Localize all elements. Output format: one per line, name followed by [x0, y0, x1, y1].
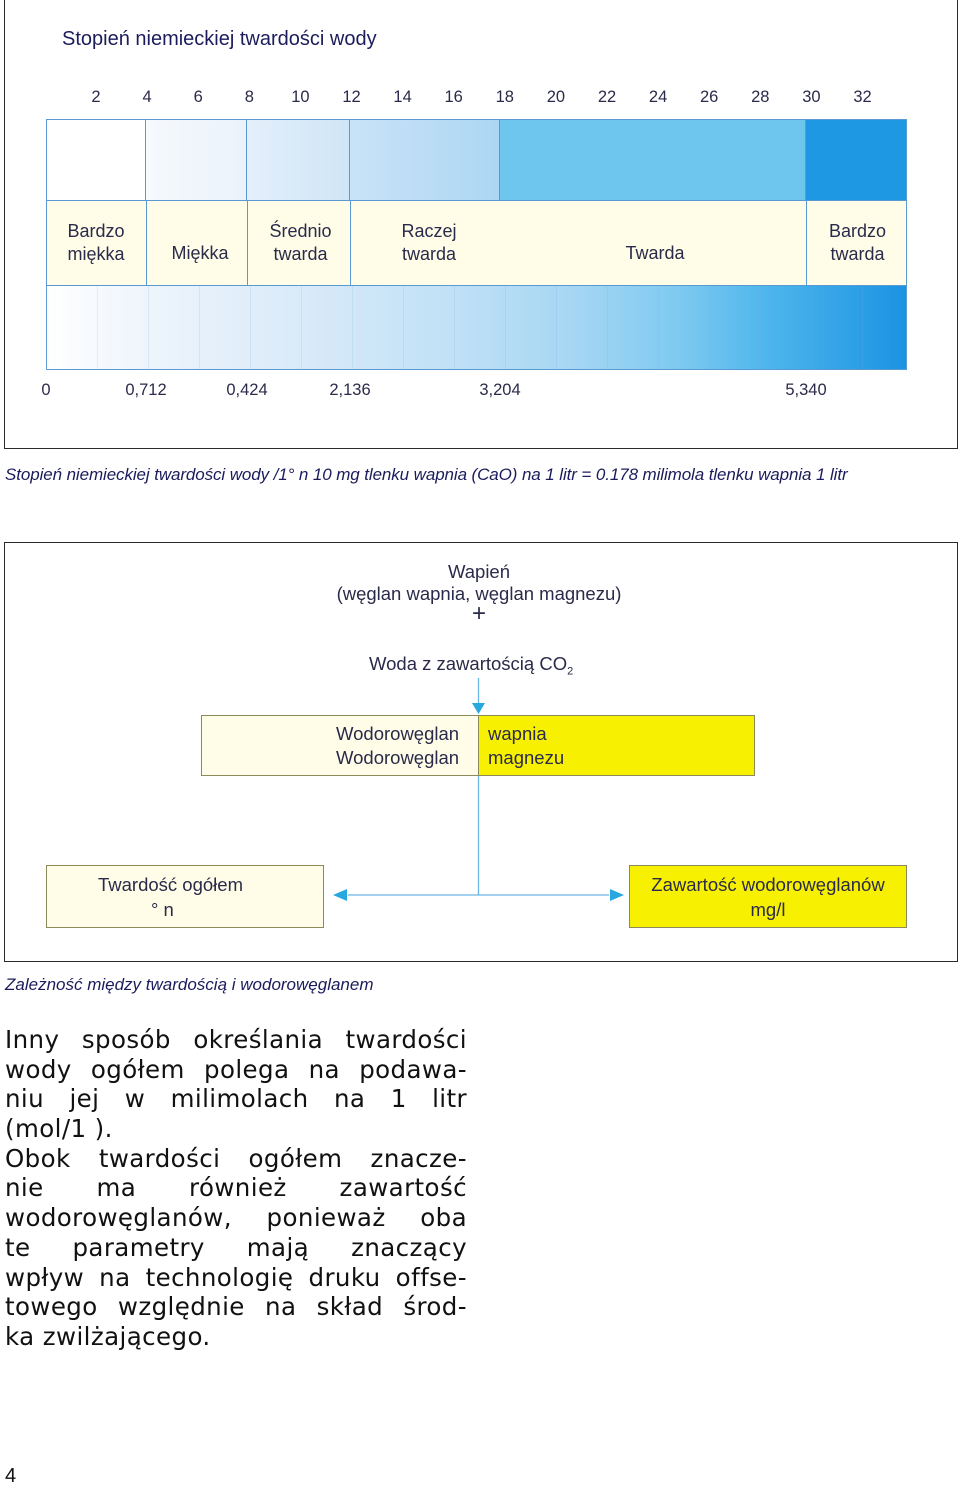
total-hardness-label: Twardość ogółem	[98, 874, 243, 895]
scale-top-tick-label: 6	[193, 88, 203, 106]
paragraph-line: wodorowęglanów, ponieważ oba	[5, 1203, 467, 1233]
page-number: 4	[5, 1465, 17, 1487]
paragraph-line: towego względnie na skład środ-	[5, 1292, 467, 1322]
scale-top-tick-label: 10	[291, 88, 310, 106]
co2-subscript: 2	[567, 665, 574, 678]
paragraph-line: te parametry mają znaczący	[5, 1232, 467, 1262]
band-upper-soft	[146, 119, 247, 201]
bicarbonate-diagram-caption: Zależność między twardością i wodorowęglanem	[5, 975, 374, 994]
paragraph-line: niu jej w milimolach na 1 litr	[5, 1084, 467, 1114]
body-paragraph	[5, 1025, 467, 1352]
paragraph-line: Obok twardości ogółem znacze-	[5, 1143, 467, 1173]
category-very-hard: Bardzo twarda	[828, 221, 887, 264]
scale-top-tick-label: 20	[546, 88, 566, 106]
hardness-scale-title: Stopień niemieckiej twardości wody	[62, 28, 377, 50]
scale-top-tick-label: 8	[244, 88, 254, 106]
scale-bottom-tick-label: 2,136	[329, 381, 371, 399]
band-lower-tick	[46, 286, 907, 370]
bicarbonate-content-label: Zawartość wodorowęglanów	[651, 874, 885, 895]
limestone-label: Wapień	[447, 561, 511, 582]
hardness-scale-caption: Stopień niemieckiej twardości wody /1° n 10 mg tlenku wapnia (CaO) na 1 litr = 0.178 milimola tlenku wapnia 1 litr	[5, 465, 848, 484]
scale-top-tick-label: 32	[853, 88, 872, 106]
total-hardness-unit: ° n	[151, 899, 174, 920]
scale-top-tick-label: 24	[648, 88, 668, 106]
category-medium: Średnio twarda	[269, 221, 332, 264]
plus-sign: +	[471, 600, 486, 627]
bicarbonate-right-line2: magnezu	[488, 747, 565, 768]
scale-top-tick-label: 2	[91, 88, 101, 106]
limestone-detail: (węglan wapnia, węglan magnezu)	[336, 583, 622, 604]
scale-bottom-tick-label: 0	[41, 381, 51, 399]
band-upper-hard	[500, 119, 806, 201]
band-upper-rather-hard	[350, 119, 500, 201]
scale-bottom-tick-label: 5,340	[785, 381, 827, 399]
scale-top-tick-label: 26	[700, 88, 719, 106]
scale-top-tick-label: 18	[495, 88, 514, 106]
paragraph-line: wpływ na technologię druku offse-	[5, 1262, 467, 1292]
scale-bottom-tick-label: 0,424	[226, 381, 268, 399]
scale-top-tick-label: 30	[802, 88, 821, 106]
bicarbonate-left-line2: Wodorowęglan	[336, 747, 460, 768]
paragraph-line: nie ma również zawartość	[5, 1173, 467, 1203]
scale-top-tick-label: 12	[342, 88, 361, 106]
category-hard: Twarda	[625, 243, 685, 263]
scale-top-tick-label: 28	[751, 88, 770, 106]
scale-bottom-tick-label: 0,712	[125, 381, 167, 399]
scale-bottom-tick-label: 3,204	[479, 381, 521, 399]
paragraph-line: (mol/1 ).	[5, 1114, 113, 1144]
bicarbonate-content-unit: mg/l	[750, 899, 786, 920]
band-upper-medium	[247, 119, 350, 201]
scale-top-tick-label: 14	[393, 88, 412, 106]
category-soft: Miękka	[171, 243, 229, 263]
bicarbonate-left-line1: Wodorowęglan	[336, 723, 460, 744]
paragraph-line: ka zwilżającego.	[5, 1321, 211, 1351]
band-upper-very-soft	[46, 119, 146, 201]
scale-top-tick-label: 16	[444, 88, 463, 106]
paragraph-line: wody ogółem polega na podawa-	[5, 1054, 467, 1084]
scale-top-tick-label: 22	[597, 88, 617, 106]
band-upper-very-hard	[806, 119, 907, 201]
bicarbonate-right-line1: wapnia	[488, 723, 547, 744]
category-rather-hard: Raczej twarda	[401, 221, 457, 264]
paragraph-line: Inny sposób określania twardości	[5, 1025, 467, 1054]
category-very-soft: Bardzo miękka	[67, 221, 125, 264]
scale-top-tick-label: 4	[142, 88, 152, 106]
water-co2-label: Woda z zawartością $CO_2$	[369, 653, 574, 678]
